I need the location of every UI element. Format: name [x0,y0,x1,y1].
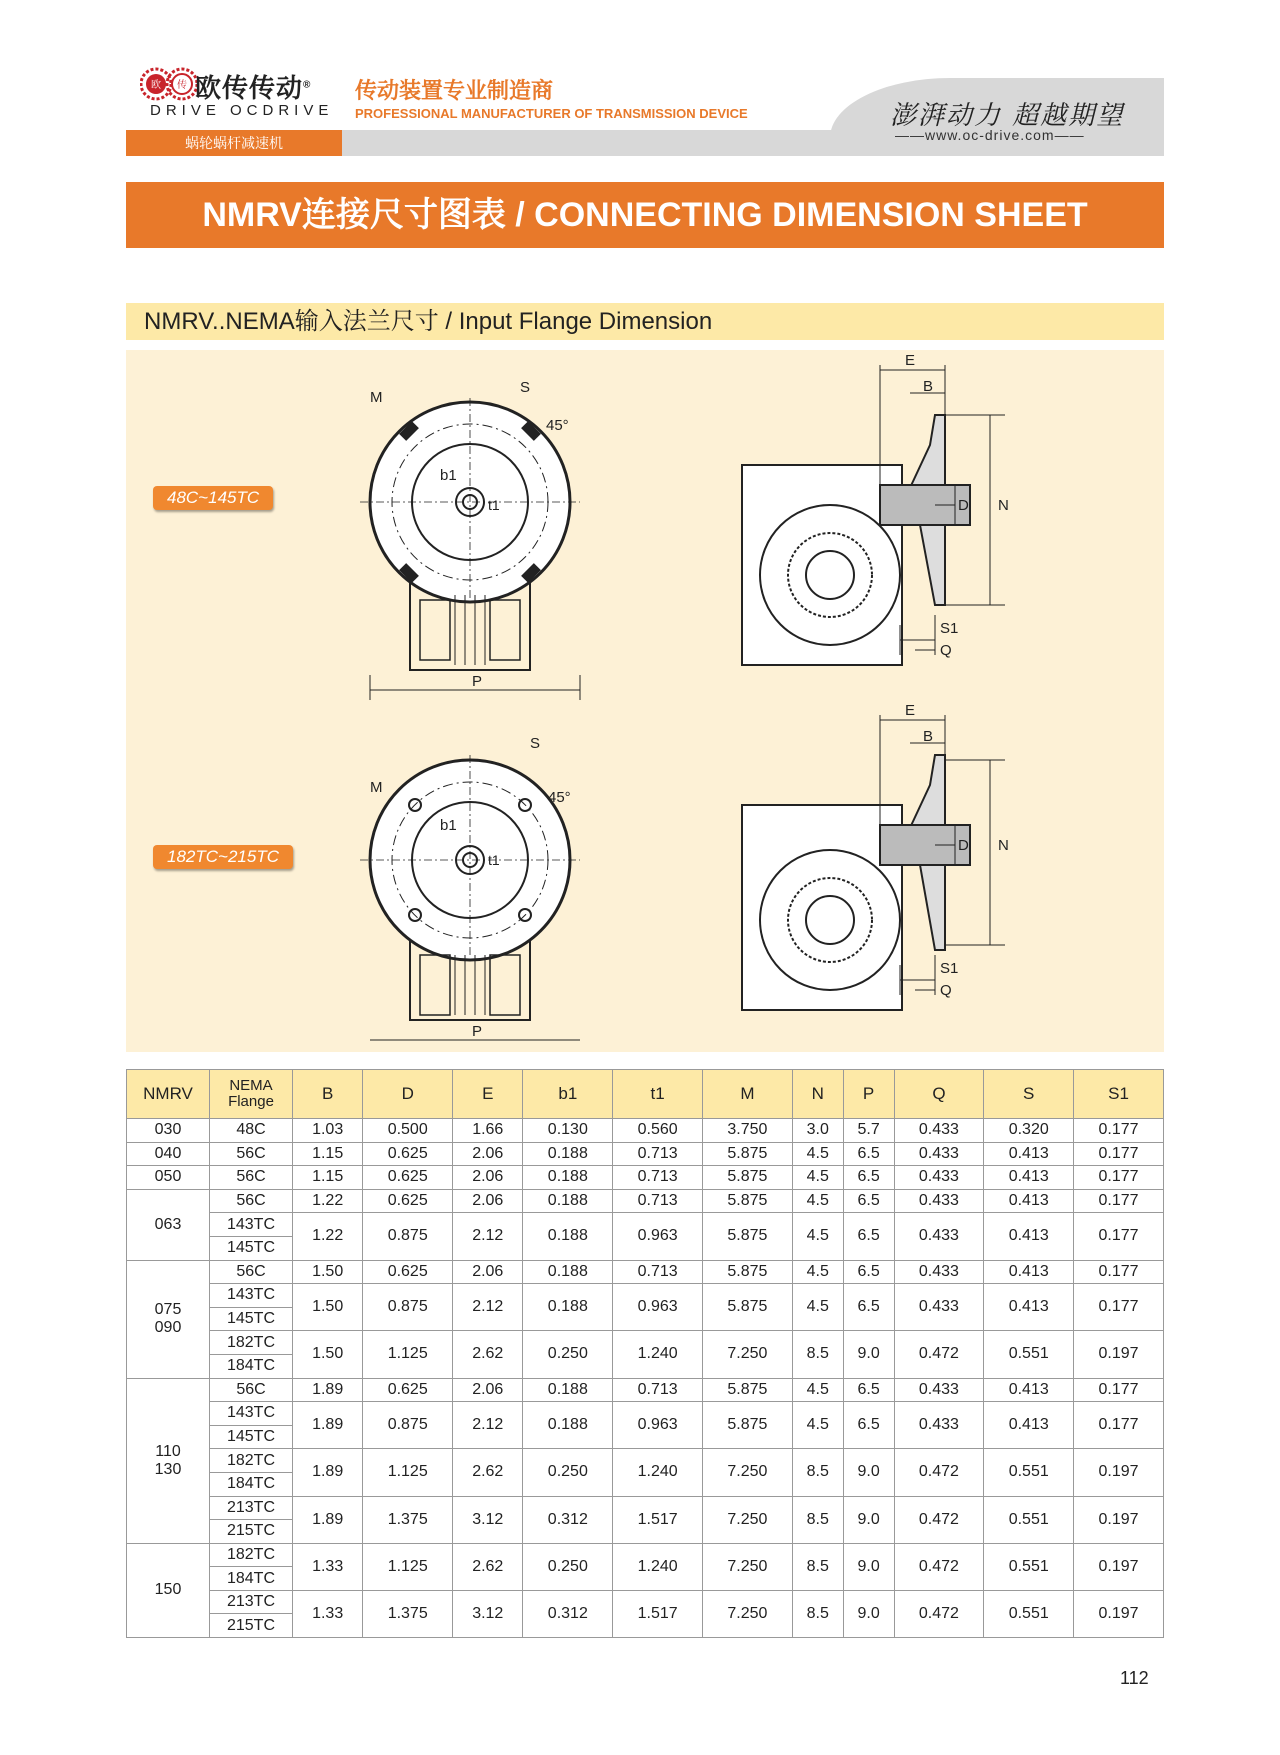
value-cell: 0.312 [523,1590,613,1637]
value-cell: 0.188 [523,1378,613,1402]
nema-flange-cell: 184TC [210,1354,293,1378]
table-row [127,1331,1164,1355]
value-cell: 4.5 [792,1142,843,1166]
column-header: NEMA Flange [210,1070,293,1119]
value-cell: 1.22 [293,1213,363,1260]
table-row [127,1496,1164,1520]
value-cell: 0.433 [894,1284,984,1331]
value-cell: 9.0 [843,1496,894,1543]
value-cell: 7.250 [703,1449,793,1496]
value-cell: 3.0 [792,1119,843,1143]
value-cell: 0.625 [363,1166,453,1190]
value-cell: 0.188 [523,1402,613,1449]
value-cell: 1.375 [363,1590,453,1637]
value-cell: 6.5 [843,1213,894,1260]
value-cell: 0.433 [894,1189,984,1213]
label-b: B [923,378,934,395]
nema-flange-cell: 143TC [210,1402,293,1426]
value-cell: 0.197 [1074,1449,1164,1496]
value-cell: 0.177 [1074,1142,1164,1166]
value-cell: 9.0 [843,1449,894,1496]
column-header: P [843,1070,894,1119]
value-cell: 0.188 [523,1260,613,1284]
value-cell: 0.413 [984,1166,1074,1190]
label-n: N [998,837,1009,854]
value-cell: 0.413 [984,1378,1074,1402]
value-cell: 5.875 [703,1166,793,1190]
label-e: E [905,355,916,369]
label-q: Q [940,642,952,659]
label-q: Q [940,982,952,999]
value-cell: 1.50 [293,1331,363,1378]
nema-flange-cell: 182TC [210,1449,293,1473]
value-cell: 1.66 [453,1119,523,1143]
value-cell: 1.50 [293,1260,363,1284]
column-header: B [293,1070,363,1119]
value-cell: 0.560 [613,1119,703,1143]
value-cell: 9.0 [843,1331,894,1378]
value-cell: 1.89 [293,1378,363,1402]
nema-flange-cell: 215TC [210,1520,293,1544]
value-cell: 6.5 [843,1260,894,1284]
value-cell: 4.5 [792,1284,843,1331]
label-p: P [472,673,483,690]
value-cell: 0.713 [613,1142,703,1166]
value-cell: 0.177 [1074,1189,1164,1213]
value-cell: 0.713 [613,1378,703,1402]
badge-large-flange: 182TC~215TC [153,845,293,869]
value-cell: 0.875 [363,1284,453,1331]
value-cell: 7.250 [703,1543,793,1590]
value-cell: 0.472 [894,1331,984,1378]
value-cell: 2.06 [453,1260,523,1284]
logo-en: DRIVE OCDRIVE [150,102,334,119]
value-cell: 5.875 [703,1189,793,1213]
value-cell: 0.177 [1074,1166,1164,1190]
badge-small-flange: 48C~145TC [153,486,273,510]
table-row [127,1543,1164,1567]
value-cell: 0.197 [1074,1496,1164,1543]
label-t1: t1 [488,497,500,513]
table-row [127,1213,1164,1237]
value-cell: 0.312 [523,1496,613,1543]
page-title: NMRV连接尺寸图表 / CONNECTING DIMENSION SHEET [126,182,1164,248]
label-b1: b1 [440,467,457,484]
dimension-table [126,1069,1164,1638]
nema-flange-cell: 145TC [210,1425,293,1449]
value-cell: 0.625 [363,1378,453,1402]
label-b: B [923,728,934,745]
value-cell: 1.33 [293,1590,363,1637]
gearbox-side-view-top [740,355,1020,675]
column-header: M [703,1070,793,1119]
nema-flange-cell: 213TC [210,1590,293,1614]
nema-flange-cell: 56C [210,1378,293,1402]
nema-flange-cell: 182TC [210,1543,293,1567]
value-cell: 0.197 [1074,1543,1164,1590]
nema-flange-cell: 56C [210,1260,293,1284]
table-row [127,1189,1164,1213]
value-cell: 2.62 [453,1449,523,1496]
value-cell: 1.375 [363,1496,453,1543]
value-cell: 0.433 [894,1213,984,1260]
value-cell: 0.551 [984,1496,1074,1543]
value-cell: 0.177 [1074,1284,1164,1331]
value-cell: 0.188 [523,1189,613,1213]
value-cell: 9.0 [843,1543,894,1590]
value-cell: 0.413 [984,1284,1074,1331]
value-cell: 4.5 [792,1402,843,1449]
nema-flange-cell: 143TC [210,1213,293,1237]
nema-flange-cell: 184TC [210,1472,293,1496]
nmrv-size: 150 [154,1581,182,1599]
table-row [127,1142,1164,1166]
nema-flange-cell: 56C [210,1166,293,1190]
nema-flange-cell: 145TC [210,1236,293,1260]
label-angle: 45° [548,789,571,806]
value-cell: 0.177 [1074,1119,1164,1143]
column-header: N [792,1070,843,1119]
table-row [127,1166,1164,1190]
value-cell: 1.240 [613,1331,703,1378]
value-cell: 6.5 [843,1378,894,1402]
value-cell: 0.472 [894,1449,984,1496]
value-cell: 0.413 [984,1213,1074,1260]
value-cell: 1.240 [613,1449,703,1496]
value-cell: 0.625 [363,1142,453,1166]
value-cell: 0.433 [894,1260,984,1284]
value-cell: 0.188 [523,1284,613,1331]
value-cell: 2.62 [453,1331,523,1378]
value-cell: 0.433 [894,1142,984,1166]
value-cell: 2.12 [453,1213,523,1260]
nmrv-size: 063 [154,1215,182,1233]
value-cell: 0.551 [984,1543,1074,1590]
value-cell: 2.06 [453,1166,523,1190]
value-cell: 6.5 [843,1142,894,1166]
label-m: M [370,779,383,796]
value-cell: 0.197 [1074,1331,1164,1378]
section-title: NMRV..NEMA输入法兰尺寸 / Input Flange Dimension [126,303,1164,340]
value-cell: 0.713 [613,1166,703,1190]
logo-badge-left: 欧 [151,80,161,91]
value-cell: 0.250 [523,1543,613,1590]
value-cell: 0.177 [1074,1260,1164,1284]
value-cell: 1.517 [613,1590,703,1637]
value-cell: 1.03 [293,1119,363,1143]
logo-badge-right: 传 [177,80,187,91]
value-cell: 5.875 [703,1378,793,1402]
column-header: D [363,1070,453,1119]
column-header: S [984,1070,1074,1119]
value-cell: 0.875 [363,1402,453,1449]
value-cell: 5.875 [703,1284,793,1331]
gearbox-side-view-bottom [740,705,1020,1025]
nema-flange-cell: 56C [210,1189,293,1213]
value-cell: 0.625 [363,1189,453,1213]
value-cell: 0.250 [523,1331,613,1378]
table-header-row [127,1070,1164,1119]
nema-flange-cell: 182TC [210,1331,293,1355]
tagline-en: PROFESSIONAL MANUFACTURER OF TRANSMISSION DEVICE [355,106,748,121]
nmrv-size: 050 [154,1168,182,1186]
nema-flange-cell: 184TC [210,1567,293,1591]
value-cell: 5.875 [703,1260,793,1284]
label-b1: b1 [440,817,457,834]
table-row [127,1402,1164,1426]
slogan: 澎湃动力 超越期望 [890,101,1125,131]
nmrv-size-cell [127,1189,210,1260]
value-cell: 1.15 [293,1166,363,1190]
value-cell: 0.413 [984,1260,1074,1284]
value-cell: 4.5 [792,1260,843,1284]
label-s: S [520,379,531,396]
value-cell: 0.963 [613,1402,703,1449]
value-cell: 4.5 [792,1189,843,1213]
value-cell: 0.625 [363,1260,453,1284]
value-cell: 3.12 [453,1590,523,1637]
value-cell: 1.50 [293,1284,363,1331]
value-cell: 1.89 [293,1402,363,1449]
value-cell: 4.5 [792,1378,843,1402]
value-cell: 0.320 [984,1119,1074,1143]
value-cell: 1.89 [293,1449,363,1496]
label-m: M [370,389,383,406]
nmrv-size: 090 [154,1319,182,1337]
value-cell: 0.130 [523,1119,613,1143]
column-header: NMRV [127,1070,210,1119]
value-cell: 8.5 [792,1331,843,1378]
value-cell: 2.06 [453,1142,523,1166]
value-cell: 7.250 [703,1590,793,1637]
value-cell: 7.250 [703,1496,793,1543]
table-row [127,1449,1164,1473]
table-row [127,1590,1164,1614]
value-cell: 0.551 [984,1449,1074,1496]
logo-gear-icon [140,62,200,106]
table-row [127,1260,1164,1284]
value-cell: 0.197 [1074,1590,1164,1637]
value-cell: 6.5 [843,1284,894,1331]
column-header: t1 [613,1070,703,1119]
nmrv-size: 040 [154,1144,182,1162]
value-cell: 0.433 [894,1119,984,1143]
value-cell: 4.5 [792,1213,843,1260]
website: ——www.oc-drive.com—— [895,127,1085,143]
flange-front-view-bottom [360,730,620,1050]
table-row [127,1119,1164,1143]
value-cell: 1.125 [363,1543,453,1590]
value-cell: 0.551 [984,1590,1074,1637]
value-cell: 0.500 [363,1119,453,1143]
value-cell: 0.413 [984,1142,1074,1166]
value-cell: 1.125 [363,1449,453,1496]
category-tab: 蜗轮蜗杆减速机 [126,130,342,156]
nmrv-size: 130 [154,1460,182,1478]
column-header: b1 [523,1070,613,1119]
value-cell: 0.433 [894,1166,984,1190]
value-cell: 0.551 [984,1331,1074,1378]
nmrv-size-cell [127,1119,210,1143]
label-d: D [958,497,969,514]
value-cell: 1.15 [293,1142,363,1166]
value-cell: 0.413 [984,1402,1074,1449]
logo-cn: 欧传传动® [195,73,312,103]
nmrv-size-cell [127,1142,210,1166]
value-cell: 1.125 [363,1331,453,1378]
label-p: P [472,1023,483,1040]
column-header: E [453,1070,523,1119]
label-angle: 45° [546,417,569,434]
nmrv-size: 110 [155,1442,181,1460]
table-row [127,1284,1164,1308]
nmrv-size-cell [127,1260,210,1378]
value-cell: 5.7 [843,1119,894,1143]
value-cell: 0.472 [894,1543,984,1590]
value-cell: 7.250 [703,1331,793,1378]
value-cell: 8.5 [792,1449,843,1496]
value-cell: 1.517 [613,1496,703,1543]
value-cell: 8.5 [792,1590,843,1637]
label-t1: t1 [488,852,500,868]
value-cell: 0.433 [894,1402,984,1449]
page-number: 112 [1120,1668,1149,1688]
nema-flange-cell: 143TC [210,1284,293,1308]
nema-flange-cell: 56C [210,1142,293,1166]
nmrv-size-cell [127,1543,210,1637]
label-e: E [905,705,916,719]
value-cell: 2.12 [453,1402,523,1449]
nema-flange-cell: 48C [210,1119,293,1143]
value-cell: 0.177 [1074,1402,1164,1449]
value-cell: 0.963 [613,1284,703,1331]
value-cell: 0.472 [894,1496,984,1543]
value-cell: 1.33 [293,1543,363,1590]
value-cell: 0.188 [523,1213,613,1260]
flange-front-view-top [360,370,620,710]
value-cell: 0.713 [613,1189,703,1213]
label-n: N [998,497,1009,514]
value-cell: 9.0 [843,1590,894,1637]
value-cell: 5.875 [703,1142,793,1166]
label-s1: S1 [940,960,959,977]
value-cell: 0.177 [1074,1213,1164,1260]
tagline-cn: 传动装置专业制造商 [355,78,554,103]
nmrv-size-cell [127,1166,210,1190]
value-cell: 0.413 [984,1189,1074,1213]
nmrv-size: 030 [154,1121,182,1139]
value-cell: 0.472 [894,1590,984,1637]
value-cell: 1.89 [293,1496,363,1543]
nema-flange-cell: 215TC [210,1614,293,1638]
value-cell: 2.12 [453,1284,523,1331]
value-cell: 5.875 [703,1402,793,1449]
value-cell: 4.5 [792,1166,843,1190]
value-cell: 0.875 [363,1213,453,1260]
value-cell: 1.240 [613,1543,703,1590]
label-d: D [958,837,969,854]
nmrv-size-cell [127,1378,210,1543]
value-cell: 0.188 [523,1142,613,1166]
label-s: S [530,735,541,752]
value-cell: 2.06 [453,1378,523,1402]
value-cell: 3.12 [453,1496,523,1543]
value-cell: 0.177 [1074,1378,1164,1402]
value-cell: 5.875 [703,1213,793,1260]
value-cell: 0.963 [613,1213,703,1260]
table-row [127,1378,1164,1402]
value-cell: 2.62 [453,1543,523,1590]
value-cell: 1.22 [293,1189,363,1213]
nmrv-size: 075 [154,1301,182,1319]
label-s1: S1 [940,620,959,637]
value-cell: 2.06 [453,1189,523,1213]
column-header: Q [894,1070,984,1119]
column-header: S1 [1074,1070,1164,1119]
value-cell: 6.5 [843,1402,894,1449]
value-cell: 8.5 [792,1496,843,1543]
value-cell: 6.5 [843,1166,894,1190]
value-cell: 3.750 [703,1119,793,1143]
value-cell: 0.713 [613,1260,703,1284]
value-cell: 0.433 [894,1378,984,1402]
value-cell: 0.250 [523,1449,613,1496]
value-cell: 8.5 [792,1543,843,1590]
nema-flange-cell: 145TC [210,1307,293,1331]
value-cell: 6.5 [843,1189,894,1213]
nema-flange-cell: 213TC [210,1496,293,1520]
value-cell: 0.188 [523,1166,613,1190]
